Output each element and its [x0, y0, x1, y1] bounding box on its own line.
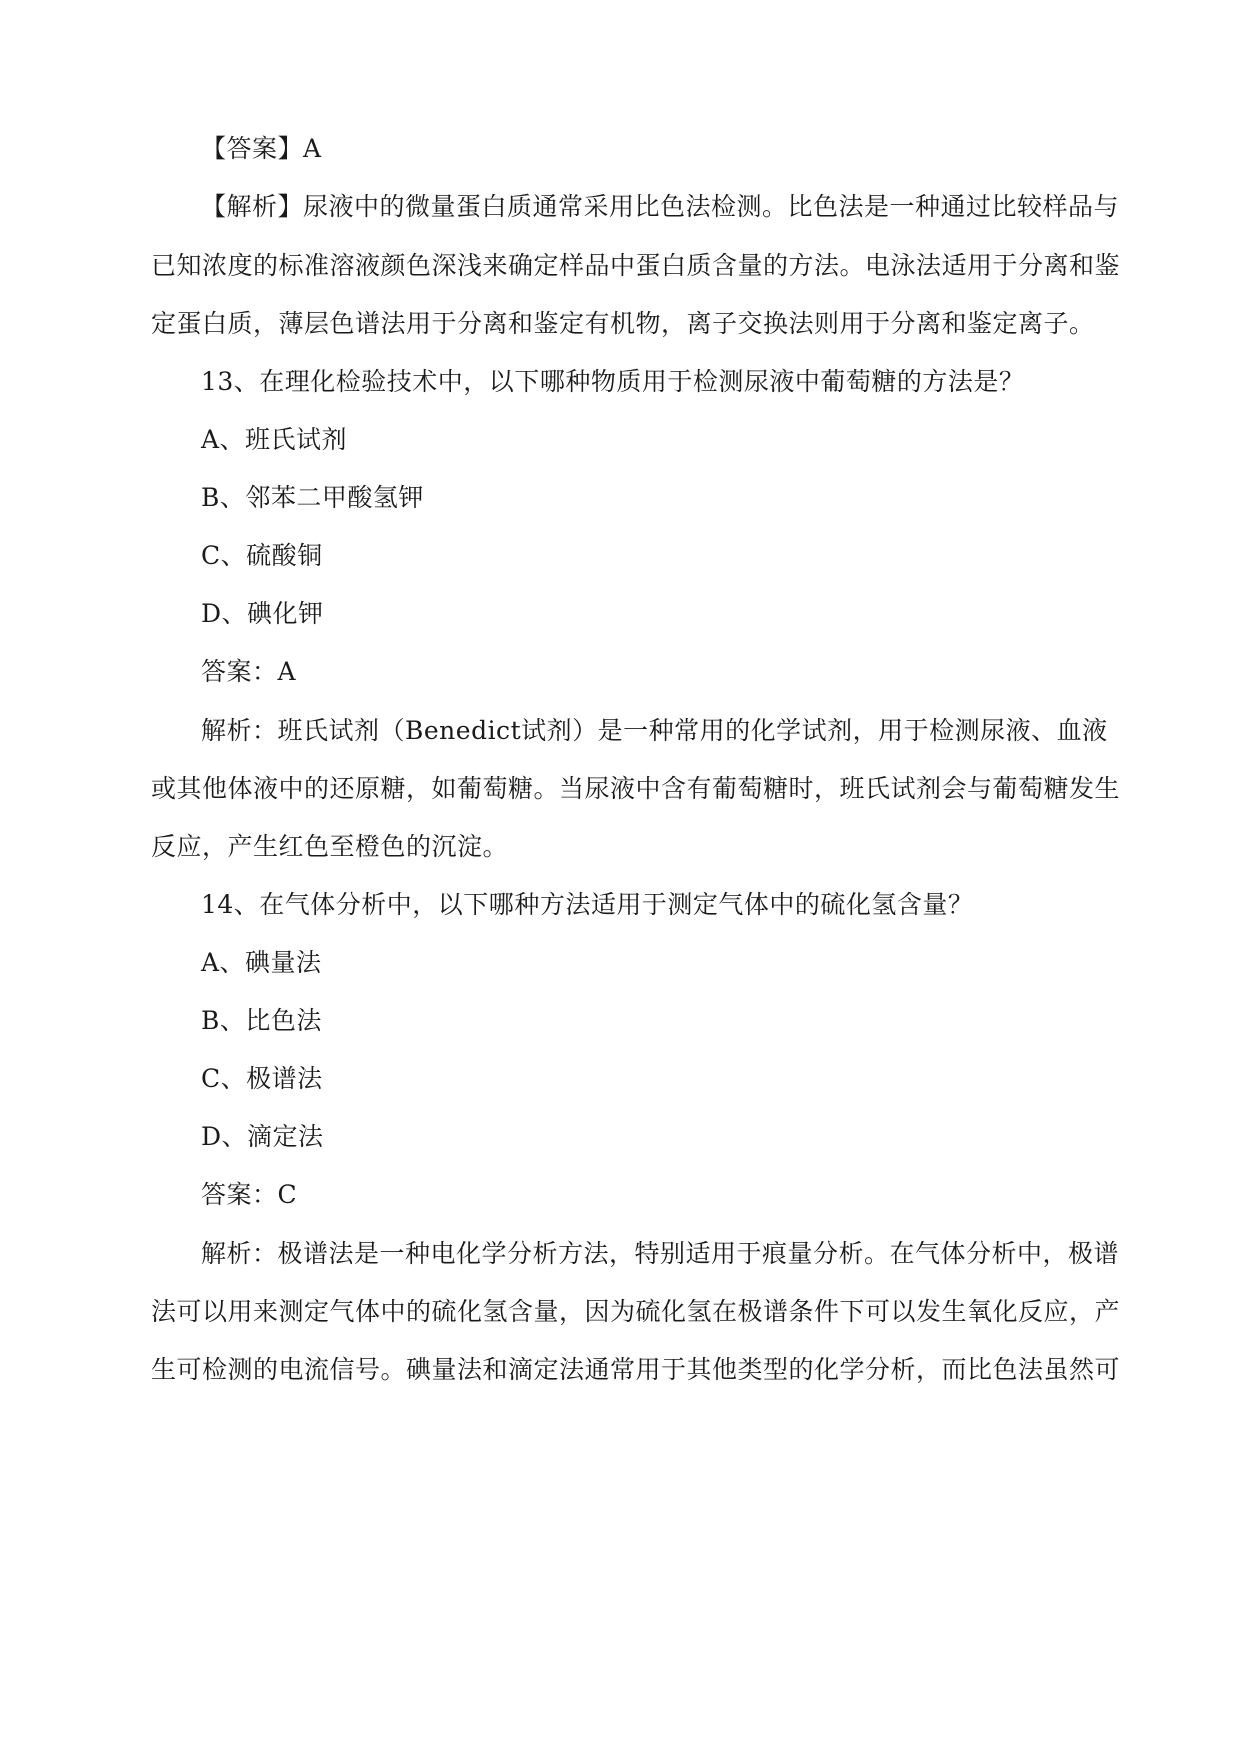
q13-analysis-line-3: 反应，产生红色至橙色的沉淀。: [151, 832, 509, 861]
q14-analysis-line-1: 解析：极谱法是一种电化学分析方法，特别适用于痕量分析。在气体分析中，极谱: [201, 1239, 1120, 1268]
q14-question: 14、在气体分析中，以下哪种方法适用于测定气体中的硫化氢含量？: [201, 890, 974, 919]
prev-analysis-line-2: 已知浓度的标准溶液颜色深浅来确定样品中蛋白质含量的方法。电泳法适用于分离和鉴: [151, 251, 1121, 280]
q14-analysis-line-3: 生可检测的电流信号。碘量法和滴定法通常用于其他类型的化学分析，而比色法虽然可: [151, 1355, 1121, 1384]
q13-option-a: A、班氏试剂: [201, 425, 348, 454]
q13-option-c: C、硫酸铜: [201, 541, 323, 570]
q14-analysis-line-2: 法可以用来测定气体中的硫化氢含量，因为硫化氢在极谱条件下可以发生氧化反应，产: [151, 1297, 1121, 1326]
q13-analysis-line-2: 或其他体液中的还原糖，如葡萄糖。当尿液中含有葡萄糖时，班氏试剂会与葡萄糖发生: [151, 774, 1121, 803]
q13-question: 13、在理化检验技术中，以下哪种物质用于检测尿液中葡萄糖的方法是？: [201, 367, 1025, 396]
q14-option-c: C、极谱法: [201, 1064, 323, 1093]
q13-analysis-line-1: 解析：班氏试剂（Benedict试剂）是一种常用的化学试剂，用于检测尿液、血液: [201, 716, 1108, 745]
q14-option-a: A、碘量法: [201, 948, 322, 977]
prev-analysis-line-3: 定蛋白质，薄层色谱法用于分离和鉴定有机物，离子交换法则用于分离和鉴定离子。: [151, 309, 1095, 338]
prev-analysis-line-1: 【解析】尿液中的微量蛋白质通常采用比色法检测。比色法是一种通过比较样品与: [201, 192, 1120, 221]
q14-option-b: B、比色法: [201, 1006, 322, 1035]
q13-answer: 答案：A: [201, 657, 297, 686]
q13-option-d: D、碘化钾: [201, 599, 324, 628]
prev-answer: 【答案】A: [201, 134, 322, 163]
q13-option-b: B、邻苯二甲酸氢钾: [201, 483, 424, 512]
q14-option-d: D、滴定法: [201, 1122, 324, 1151]
q14-answer: 答案：C: [201, 1180, 298, 1209]
